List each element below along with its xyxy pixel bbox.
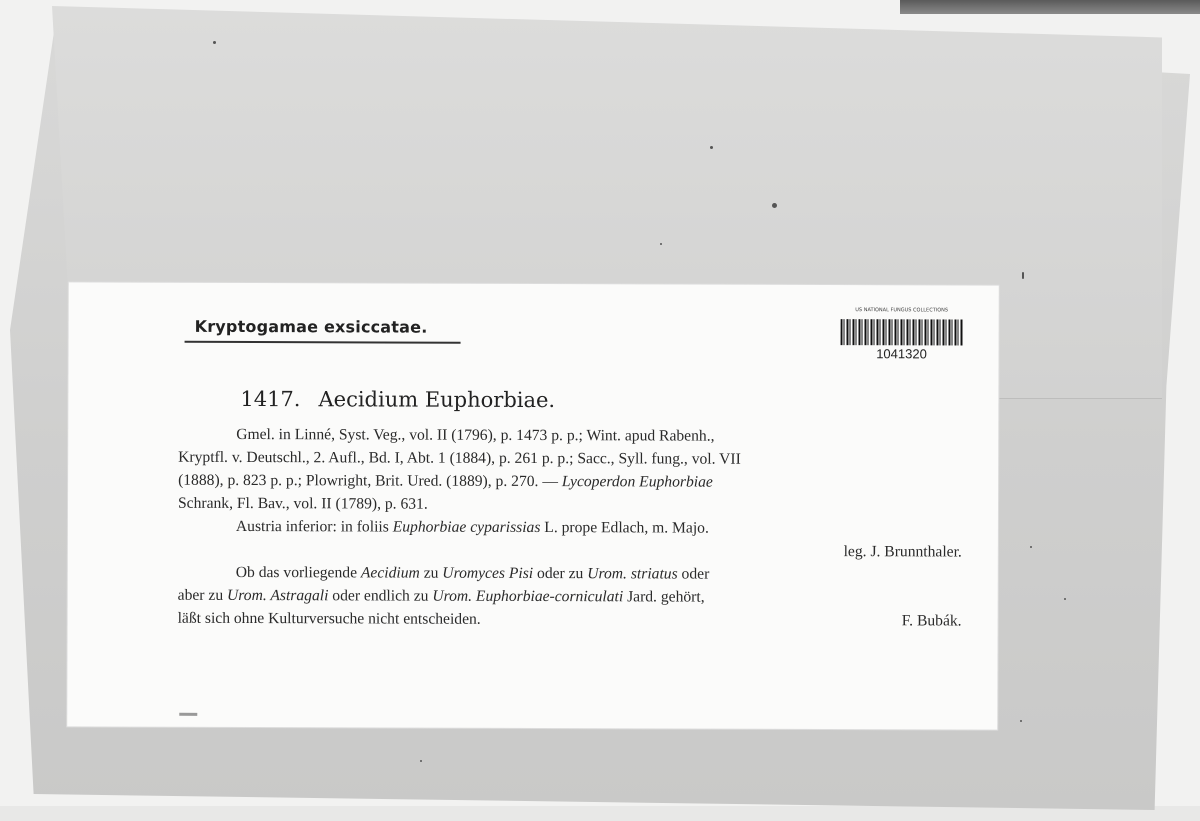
label-header: Kryptogamae exsiccatae. bbox=[194, 316, 428, 337]
background-strip-bottom bbox=[0, 806, 1200, 821]
barcode-bars bbox=[841, 319, 963, 345]
paper-speck bbox=[213, 41, 216, 44]
barcode bbox=[838, 307, 964, 369]
background-strip-top bbox=[900, 0, 1200, 14]
note-text: Jard. gehört, bbox=[623, 588, 705, 606]
collector: leg. J. Brunnthaler. bbox=[843, 543, 962, 561]
paper-speck bbox=[1064, 598, 1066, 600]
paper-speck bbox=[772, 203, 777, 208]
host-name: Euphorbiae cyparissias bbox=[392, 518, 541, 537]
citation-text: (1888), p. 823 p. p.; Plowright, Brit. Ured. (1889), p. 270. — bbox=[178, 471, 562, 491]
locality-region: Austria inferior: bbox=[235, 517, 337, 536]
taxon-name: Urom. Astragali bbox=[227, 586, 329, 605]
species-title bbox=[240, 387, 555, 412]
label-body bbox=[178, 423, 989, 633]
header-underline bbox=[185, 341, 461, 344]
paper-speck bbox=[660, 243, 662, 245]
taxon-name: Urom. Euphorbiae-corniculati bbox=[432, 587, 624, 606]
paper-speck bbox=[420, 760, 422, 762]
paper-speck bbox=[710, 146, 713, 149]
specimen-label bbox=[67, 282, 999, 729]
note-line bbox=[178, 584, 988, 610]
note-line bbox=[178, 607, 988, 633]
note-text: oder endlich zu bbox=[328, 587, 433, 605]
paper-speck bbox=[1030, 546, 1032, 548]
locality-line bbox=[178, 515, 988, 541]
citation-line: Gmel. in Linné, Syst. Veg., vol. II (1796), p. 1473 p. p.; Wint. apud Rabenh., bbox=[236, 425, 715, 445]
note-line bbox=[178, 561, 988, 587]
barcode-caption: US NATIONAL FUNGUS COLLECTIONS bbox=[855, 307, 949, 314]
citation-line: Kryptfl. v. Deutschl., 2. Aufl., Bd. I, Abt. 1 (1884), p. 261 p. p.; Sacc., Syll. fung., vol. VII bbox=[178, 448, 741, 468]
note-text: oder zu bbox=[533, 565, 588, 583]
paper-speck bbox=[1022, 272, 1024, 279]
paper-speck bbox=[1020, 720, 1022, 722]
taxon-name: Aecidium bbox=[360, 564, 420, 582]
taxon-name: Uromyces Pisi bbox=[442, 564, 534, 583]
note-text: aber zu bbox=[177, 586, 228, 604]
taxon-name: Urom. striatus bbox=[587, 565, 678, 583]
note-text: oder bbox=[677, 565, 710, 583]
note-text: Ob das vorliegende bbox=[235, 563, 361, 582]
barcode-number: 1041320 bbox=[876, 346, 927, 362]
basionym: Lycoperdon Euphorbiae bbox=[561, 473, 713, 491]
citation-line: Schrank, Fl. Bav., vol. II (1789), p. 631. bbox=[177, 494, 428, 513]
exsiccata-number: 1417. bbox=[240, 386, 301, 412]
locality-text: in foliis bbox=[336, 518, 393, 536]
citation-line bbox=[178, 469, 988, 495]
printer-mark bbox=[179, 713, 197, 716]
note-author: F. Bubák. bbox=[901, 612, 962, 630]
locality-text: L. prope Edlach, m. Majo. bbox=[540, 519, 709, 537]
species-name: Aecidium Euphorbiae. bbox=[318, 387, 556, 413]
note-text: läßt sich ohne Kulturversuche nicht entscheiden. bbox=[177, 609, 481, 628]
note-text: zu bbox=[419, 564, 443, 582]
